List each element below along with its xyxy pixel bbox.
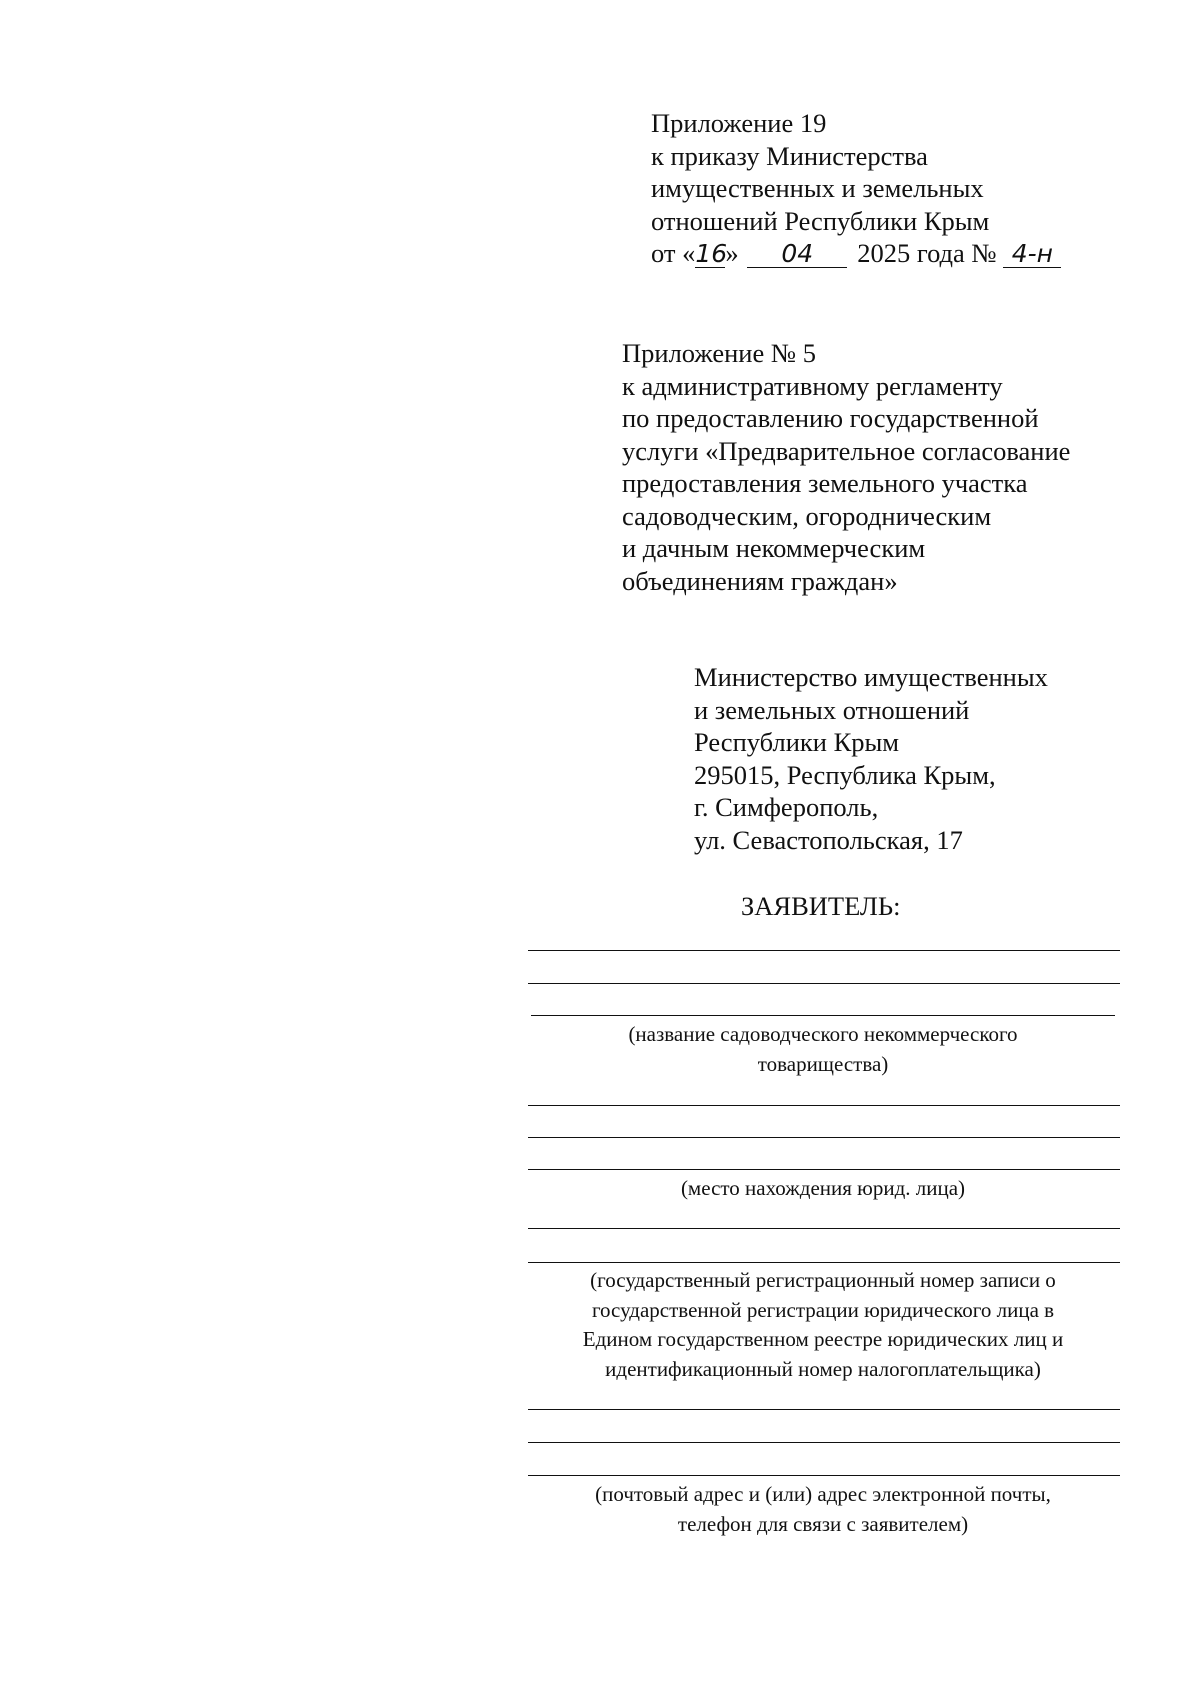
contacts-line-3[interactable] (528, 1475, 1120, 1476)
addressee-line-2: и земельных отношений (694, 694, 970, 725)
annex-5-header (622, 337, 1070, 597)
addressee-line-1: Министерство имущественных (694, 662, 1048, 692)
registration-line-2[interactable] (528, 1262, 1120, 1263)
annex-5-line-7: и дачным некоммерческим (622, 533, 926, 563)
applicant-title: ЗАЯВИТЕЛЬ: (741, 891, 901, 921)
handwritten-day: 16 (695, 239, 728, 268)
annex-19-header (651, 107, 1061, 270)
addressee-block (694, 661, 1048, 856)
annex-19-line-3: имущественных и земельных (651, 173, 984, 203)
addressee-line-3: Республики Крым (694, 727, 900, 757)
annex-5-line-5: предоставления земельного участка (622, 468, 1028, 498)
annex-5-title: Приложение № 5 (622, 338, 817, 368)
annex-19-title: Приложение 19 (651, 108, 827, 138)
org-name-line-3[interactable] (531, 1015, 1115, 1016)
contacts-line-1[interactable] (528, 1409, 1120, 1410)
annex-5-line-2: к административному регламенту (622, 370, 1003, 401)
annex-19-line-4: отношений Республики Крым (651, 205, 990, 236)
annex-5-line-8: объединениям граждан» (622, 565, 898, 596)
caption-contacts: (почтовый адрес и (или) адрес электронной почты, телефон для связи с заявителем) (595, 1482, 1051, 1536)
annex-19-date-line (651, 237, 1061, 270)
org-name-line-1[interactable] (528, 950, 1120, 951)
date-mid: » (725, 238, 739, 268)
location-line-3[interactable] (528, 1169, 1120, 1170)
caption-location: (место нахождения юрид. лица) (680, 1176, 966, 1200)
org-name-line-2[interactable] (528, 983, 1120, 984)
handwritten-order-number: 4-н (1003, 241, 1061, 268)
caption-org-name: (название садоводческого некоммерческого товарищества) (628, 1022, 1018, 1076)
location-line-2[interactable] (528, 1137, 1120, 1138)
addressee-line-4: 295015, Республика Крым, (694, 759, 996, 790)
date-prefix: от « (651, 238, 696, 268)
annex-5-line-3: по предоставлению государственной (622, 403, 1039, 433)
addressee-line-6: ул. Севастопольская, 17 (694, 824, 963, 855)
registration-line-1[interactable] (528, 1228, 1120, 1229)
annex-5-line-6: садоводческим, огородническим (622, 500, 992, 531)
location-line-1[interactable] (528, 1105, 1120, 1106)
contacts-line-2[interactable] (528, 1442, 1120, 1443)
date-year-text: 2025 года № (857, 238, 997, 268)
annex-5-line-4: услуги «Предварительное согласование (622, 435, 1071, 466)
handwritten-month: 04 (747, 241, 847, 268)
caption-registration: (государственный регистрационный номер записи о государственной регистрации юридического лица в Едином государственном реестре юридических лиц и идентификационный номер налогоплательщика) (582, 1268, 1064, 1381)
addressee-line-5: г. Симферополь, (694, 792, 879, 822)
annex-19-line-2: к приказу Министерства (651, 140, 928, 171)
